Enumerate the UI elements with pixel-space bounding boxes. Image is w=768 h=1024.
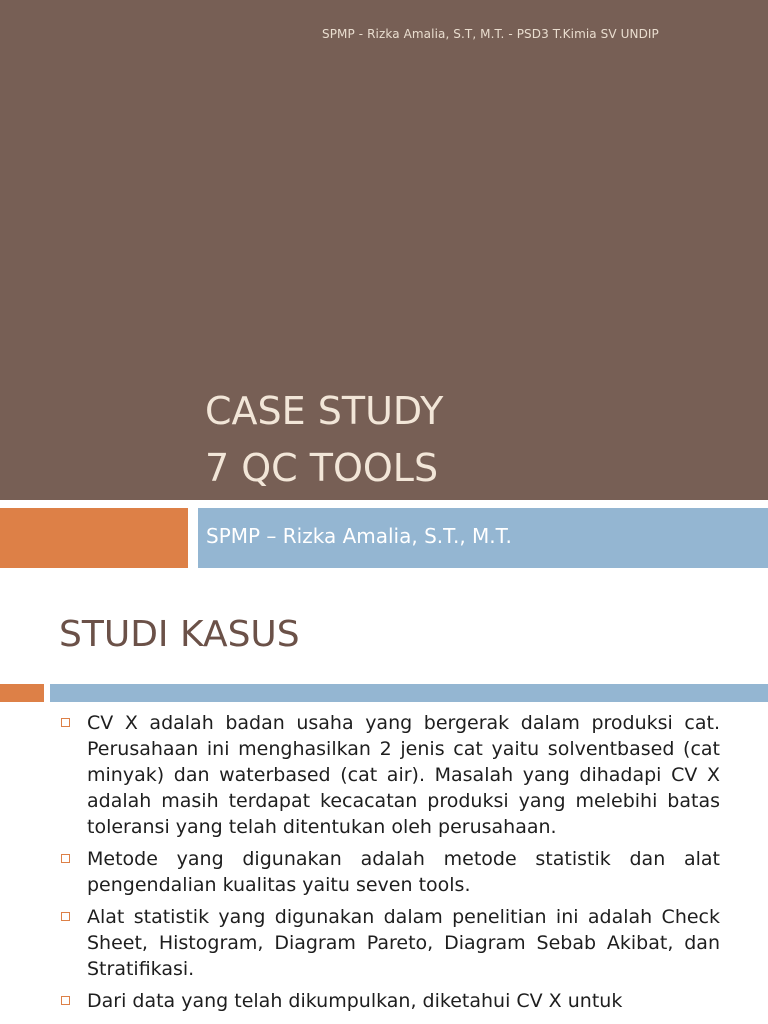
slide-header: SPMP - Rizka Amalia, S.T, M.T. - PSD3 T.Kimia SV UNDIP [322,27,659,41]
blue-accent-strip [50,684,768,702]
bullet-list [60,710,720,1020]
hollow-square-bullet-icon [61,996,70,1005]
bullet-text: CV X adalah badan usaha yang bergerak dalam produksi cat. Perusahaan ini menghasilkan 2 jenis cat yaitu solventbased (cat minyak) dan waterbased (cat air). Masalah yang dihadapi CV X adalah masih terdapat kecacatan produksi yang melebihi batas toleransi yang telah ditentukan oleh perusahaan. [87,712,720,838]
bullet-text: Alat statistik yang digunakan dalam penelitian ini adalah Check Sheet, Histogram, Diagram Pareto, Diagram Sebab Akibat, dan Stratifikasi. [87,906,720,980]
slide-title [205,383,443,497]
bullet-item [60,988,720,1014]
hollow-square-bullet-icon [61,718,70,727]
hollow-square-bullet-icon [61,912,70,921]
slide-title-line-1: CASE STUDY [205,389,444,433]
orange-accent-strip [0,684,44,702]
bullet-text: Metode yang digunakan adalah metode statistik dan alat pengendalian kualitas yaitu seven tools. [87,848,720,896]
slide-subtitle: SPMP – Rizka Amalia, S.T., M.T. [206,524,512,548]
bullet-item [60,904,720,982]
bullet-item [60,846,720,898]
bullet-item [60,710,720,840]
title-slide [0,0,768,500]
subtitle-bar [198,508,768,568]
hollow-square-bullet-icon [61,854,70,863]
bullet-text: Dari data yang telah dikumpulkan, diketahui CV X untuk [87,990,623,1012]
studi-kasus-title: STUDI KASUS [59,614,300,655]
slide-title-line-2: 7 QC TOOLS [205,446,439,490]
orange-accent-block [0,508,188,568]
